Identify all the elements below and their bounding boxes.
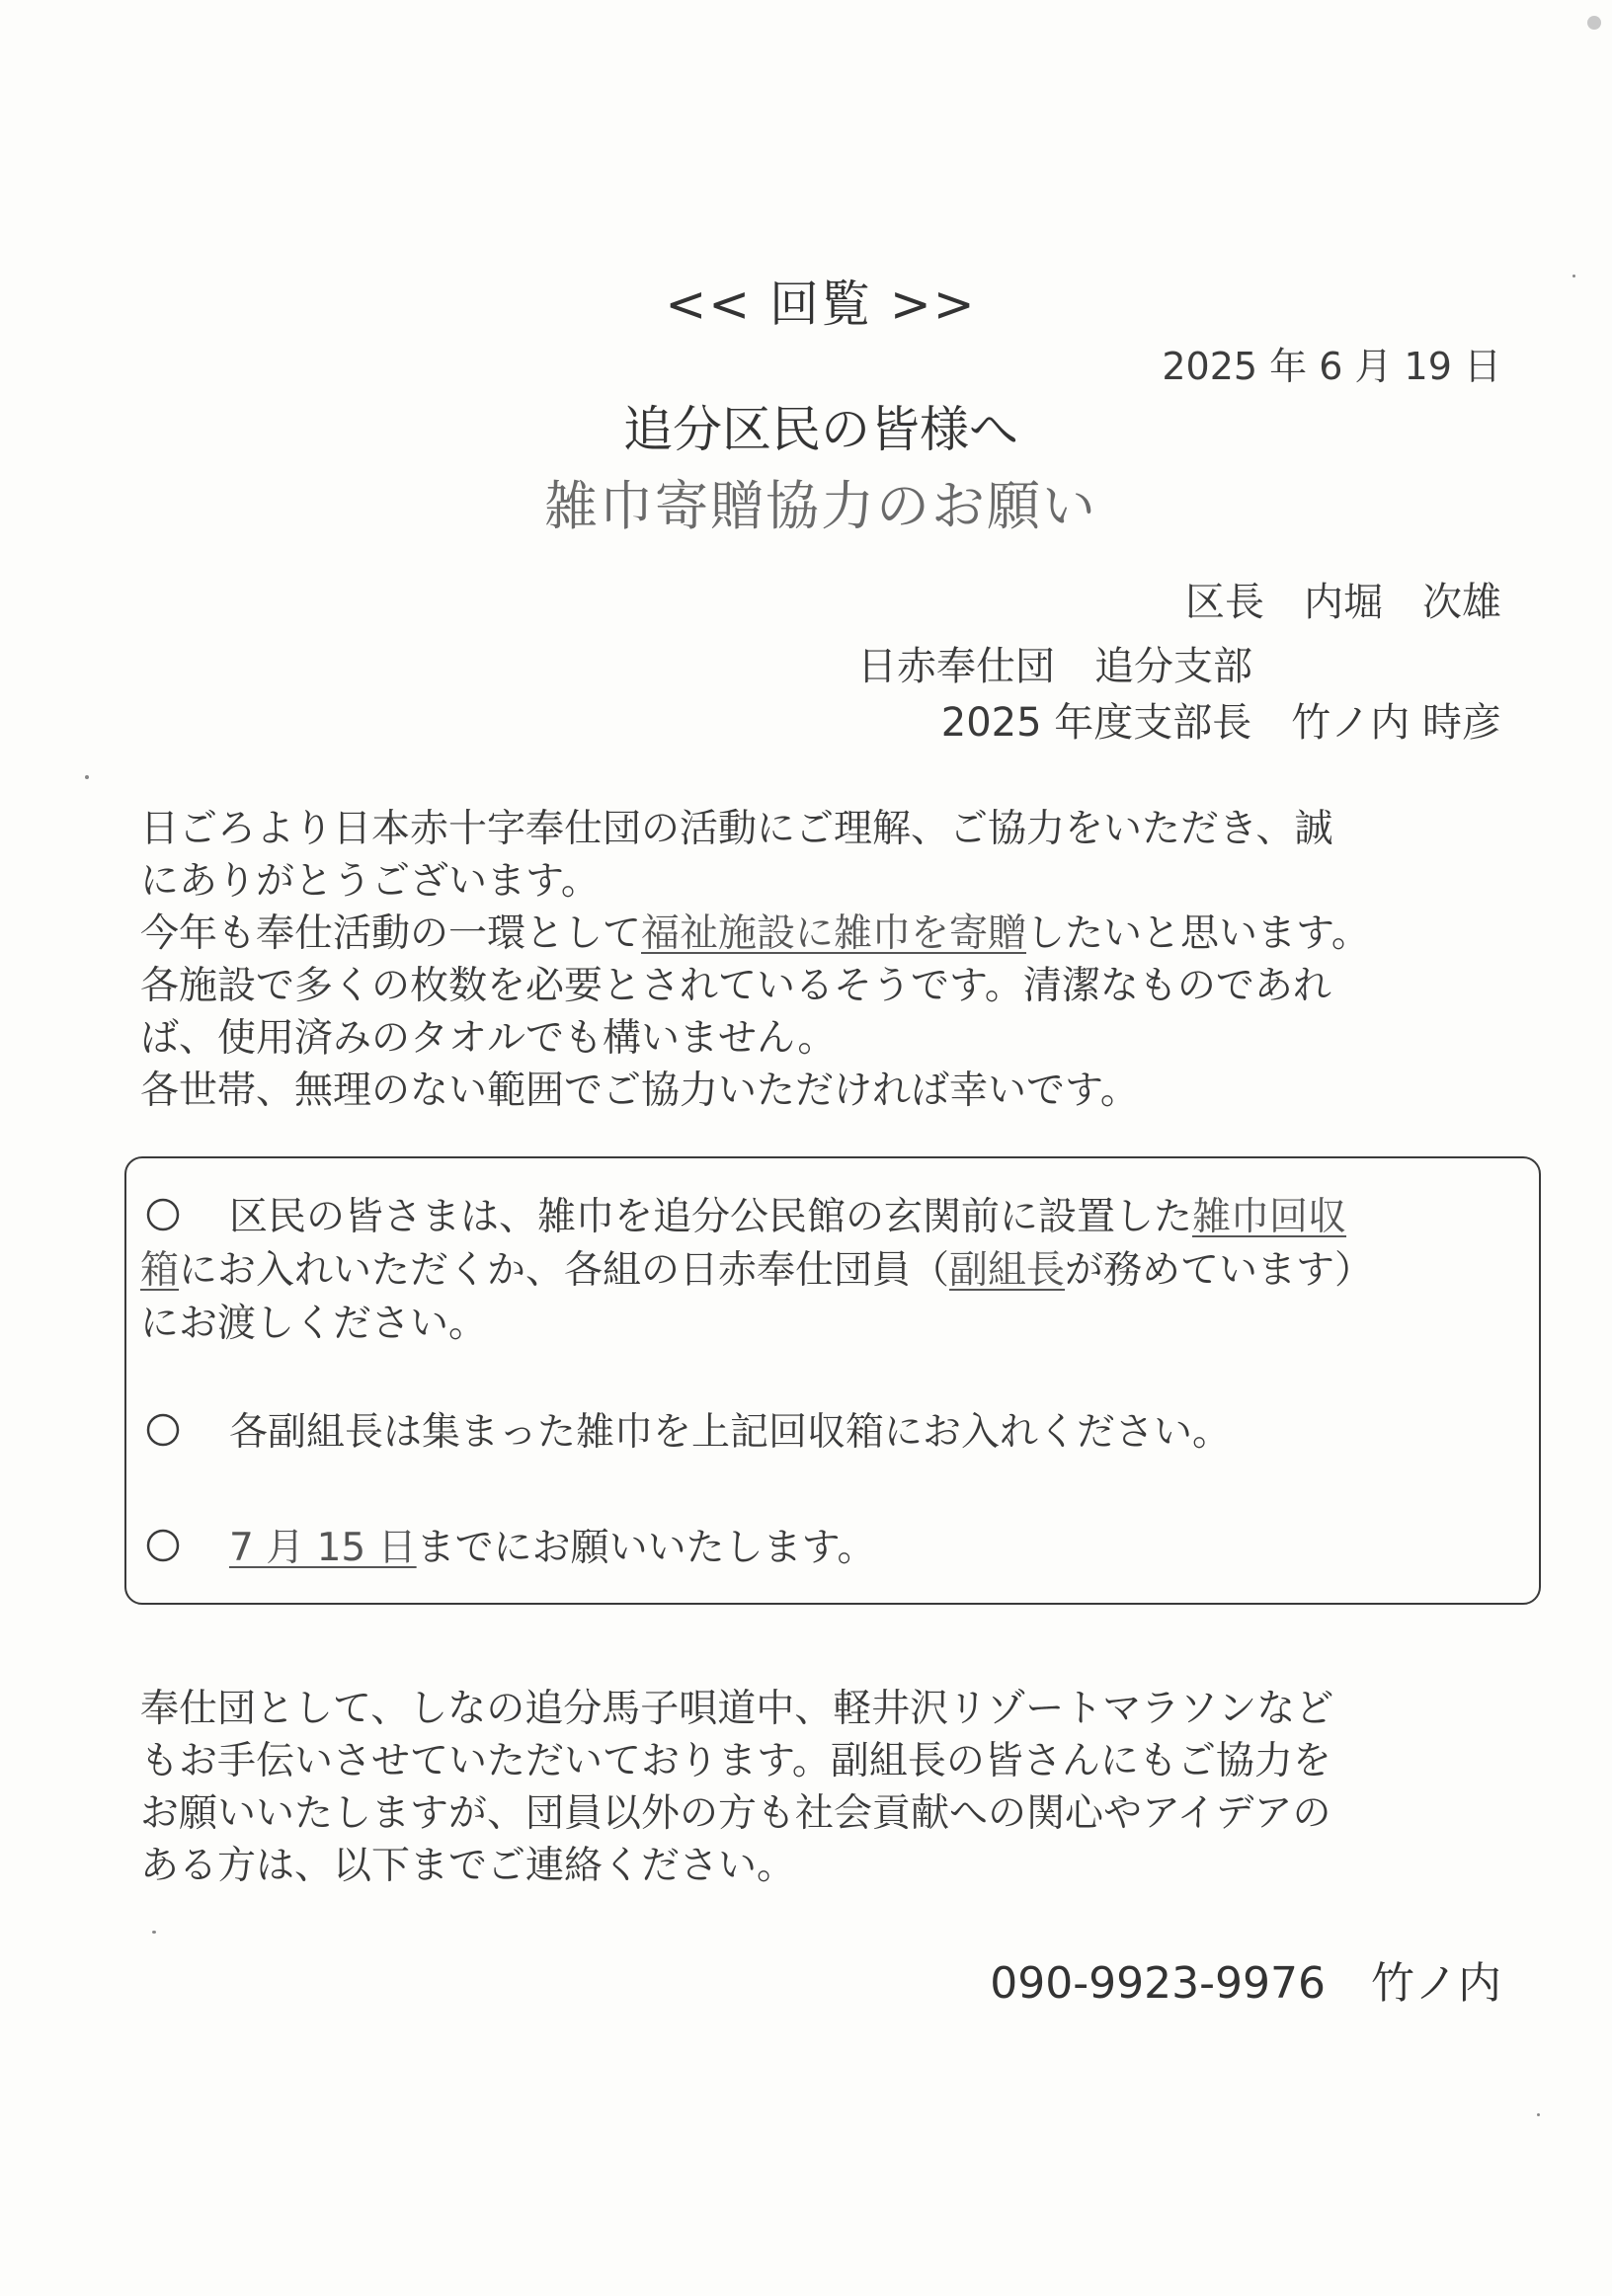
scan-speck xyxy=(1537,2113,1540,2116)
scan-speck xyxy=(152,1931,156,1934)
recipient-heading: 追分区民の皆様へ xyxy=(623,401,1018,458)
notice-text: 区民の皆さまは、雑巾を追分公民館の玄関前に設置した xyxy=(229,1195,1193,1239)
circle-bullet-icon xyxy=(140,1192,186,1237)
deadline-date: 7 月 15 日 xyxy=(229,1526,417,1570)
intro-paragraph xyxy=(140,803,1370,1117)
sender-district-head: 区長 内堀 次雄 xyxy=(1185,580,1501,625)
document-title: 雑巾寄贈協力のお願い xyxy=(544,475,1097,537)
intro-line: ば、使用済みのタオルでも構いません。 xyxy=(140,1016,837,1061)
scan-speck xyxy=(1587,16,1601,30)
intro-text: したいと思います。 xyxy=(1026,911,1370,956)
circle-bullet-icon xyxy=(140,1523,186,1568)
closing-line: お願いいたしますが、団員以外の方も社会貢献への関心やアイデアの xyxy=(140,1791,1331,1836)
notice-text: が務めています） xyxy=(1065,1248,1374,1293)
underlined-phrase: 福祉施設に雑巾を寄贈 xyxy=(641,911,1027,956)
underlined-phrase: 雑巾回収 xyxy=(1192,1195,1347,1239)
circle-bullet-icon xyxy=(140,1407,186,1453)
closing-line: もお手伝いさせていただいております。副組長の皆さんにもご協力を xyxy=(140,1739,1331,1783)
contact-phone: 090-9923-9976 xyxy=(990,1958,1326,2009)
document-date: 2025 年 6 月 19 日 xyxy=(1162,345,1501,388)
notice-line: にお渡しください。 xyxy=(140,1302,488,1346)
intro-line: 各世帯、無理のない範囲でご協力いただければ幸いです。 xyxy=(140,1069,1139,1113)
scan-speck xyxy=(1572,275,1575,277)
circular-label: << 回覧 >> xyxy=(665,276,977,333)
notice-item xyxy=(140,1522,876,1575)
scan-speck xyxy=(85,775,89,779)
contact-line xyxy=(990,1947,1501,2011)
notice-item xyxy=(140,1191,1373,1351)
notice-text: 各副組長は集まった雑巾を上記回収箱にお入れください。 xyxy=(229,1410,1232,1455)
closing-line: 奉仕団として、しなの追分馬子唄道中、軽井沢リゾートマラソンなど xyxy=(140,1687,1334,1731)
sender-branch-head: 2025 年度支部長 竹ノ内 時彦 xyxy=(940,700,1501,746)
intro-line: にありがとうございます。 xyxy=(140,859,600,904)
intro-line: 各施設で多くの枚数を必要とされているそうです。清潔なものであれ xyxy=(140,964,1331,1008)
intro-line xyxy=(140,908,1370,960)
sender-organization: 日赤奉仕団 追分支部 xyxy=(857,644,1252,689)
contact-name: 竹ノ内 xyxy=(1371,1958,1501,2009)
notice-text: までにお願いいたします。 xyxy=(416,1526,876,1570)
notice-text: にお入れいただくか、各組の日赤奉仕団員（ xyxy=(179,1248,950,1293)
notice-item xyxy=(140,1406,1231,1460)
underlined-phrase: 副組長 xyxy=(949,1248,1066,1293)
intro-text: 今年も奉仕活動の一環として xyxy=(140,911,642,956)
notice-line xyxy=(140,1244,1373,1298)
notice-line xyxy=(140,1191,1373,1244)
underlined-phrase: 箱 xyxy=(140,1248,180,1293)
closing-line: ある方は、以下までご連絡ください。 xyxy=(140,1844,796,1888)
closing-paragraph xyxy=(140,1683,1333,1892)
intro-line: 日ごろより日本赤十字奉仕団の活動にご理解、ご協力をいただき、誠 xyxy=(140,807,1333,851)
